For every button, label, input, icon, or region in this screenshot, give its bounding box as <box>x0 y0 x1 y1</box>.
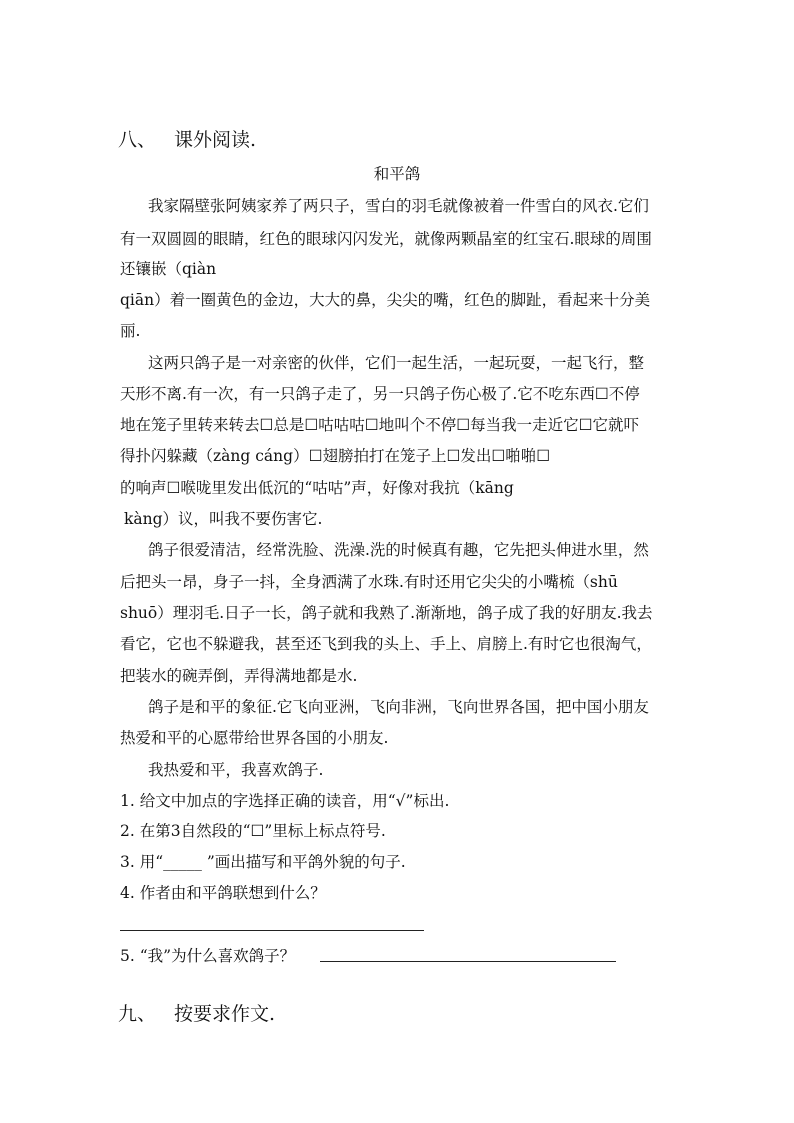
passage-line: shuō）理羽毛.日子一长，鸽子就和我熟了.渐渐地，鸽子成了我的好朋友.我去 <box>120 604 653 622</box>
section-8-title: 课外阅读. <box>174 129 257 151</box>
passage-line: 把装水的碗弄倒，弄得满地都是水. <box>120 667 358 685</box>
question-1: 1. 给文中加点的字选择正确的读音，用“√”标出. <box>120 792 450 810</box>
passage-line: 丽. <box>120 322 141 340</box>
passage-line: 还镶嵌（qiàn <box>120 260 217 278</box>
passage-line: 我热爱和平，我喜欢鸽子. <box>148 761 324 779</box>
answer-line-4[interactable] <box>120 930 424 931</box>
passage-line: 地在笼子里转来转去☐总是☐咕咕咕☐地叫个不停☐每当我一走近它☐它就吓 <box>120 416 639 434</box>
section-9-number: 九、 <box>118 1003 157 1025</box>
question-3: 3. 用“_____ ”画出描写和平鸽外貌的句子. <box>120 853 406 871</box>
passage-line: 这两只鸽子是一对亲密的伙伴，它们一起生活，一起玩耍，一起飞行，整 <box>148 354 645 372</box>
question-4: 4. 作者由和平鸽联想到什么？ <box>120 884 326 902</box>
section-8-number: 八、 <box>118 129 157 151</box>
section-9-heading <box>118 1002 275 1026</box>
passage-line: 后把头一昂，身子一抖，全身洒满了水珠.有时还用它尖尖的小嘴梳（shū <box>120 573 618 591</box>
passage-line: 我家隔壁张阿姨家养了两只子，雪白的羽毛就像被着一件雪白的风衣.它们 <box>148 197 649 215</box>
passage-line: 热爱和平的心愿带给世界各国的小朋友. <box>120 729 389 747</box>
section-8-heading <box>118 128 256 152</box>
passage-line: 天形不离.有一次，有一只鸽子走了，另一只鸽子伤心极了.它不吃东西☐不停 <box>120 385 640 403</box>
answer-line-5[interactable] <box>320 961 616 962</box>
question-5: 5. “我”为什么喜欢鸽子？ <box>120 947 296 965</box>
question-2: 2. 在第3自然段的“☐”里标上标点符号. <box>120 822 386 840</box>
passage-line: kàng）议，叫我不要伤害它. <box>124 510 323 528</box>
passage-line: 鸽子很爱清洁，经常洗脸、洗澡.洗的时候真有趣，它先把头伸进水里，然 <box>148 541 649 559</box>
passage-line: 的响声☐喉咙里发出低沉的“咕咕”声，好像对我抗（kāng <box>120 479 514 497</box>
passage-title: 和平鸽 <box>373 165 421 183</box>
passage-line: qiān）着一圈黄色的金边，大大的鼻，尖尖的嘴，红色的脚趾，看起来十分美 <box>120 291 651 309</box>
section-9-title: 按要求作文. <box>174 1003 276 1025</box>
passage-line: 鸽子是和平的象征.它飞向亚洲，飞向非洲，飞向世界各国，把中国小朋友 <box>148 698 649 716</box>
passage-line: 看它，它也不躲避我，甚至还飞到我的头上、手上、肩膀上.有时它也很淘气， <box>120 635 652 653</box>
passage-line: 有一双圆圆的眼睛，红色的眼球闪闪发光，就像两颗晶室的红宝石.眼球的周围 <box>120 230 652 248</box>
passage-line: 得扑闪躲藏（zàng cáng）☐翅膀拍打在笼子上☐发出☐啪啪☐ <box>120 447 551 465</box>
